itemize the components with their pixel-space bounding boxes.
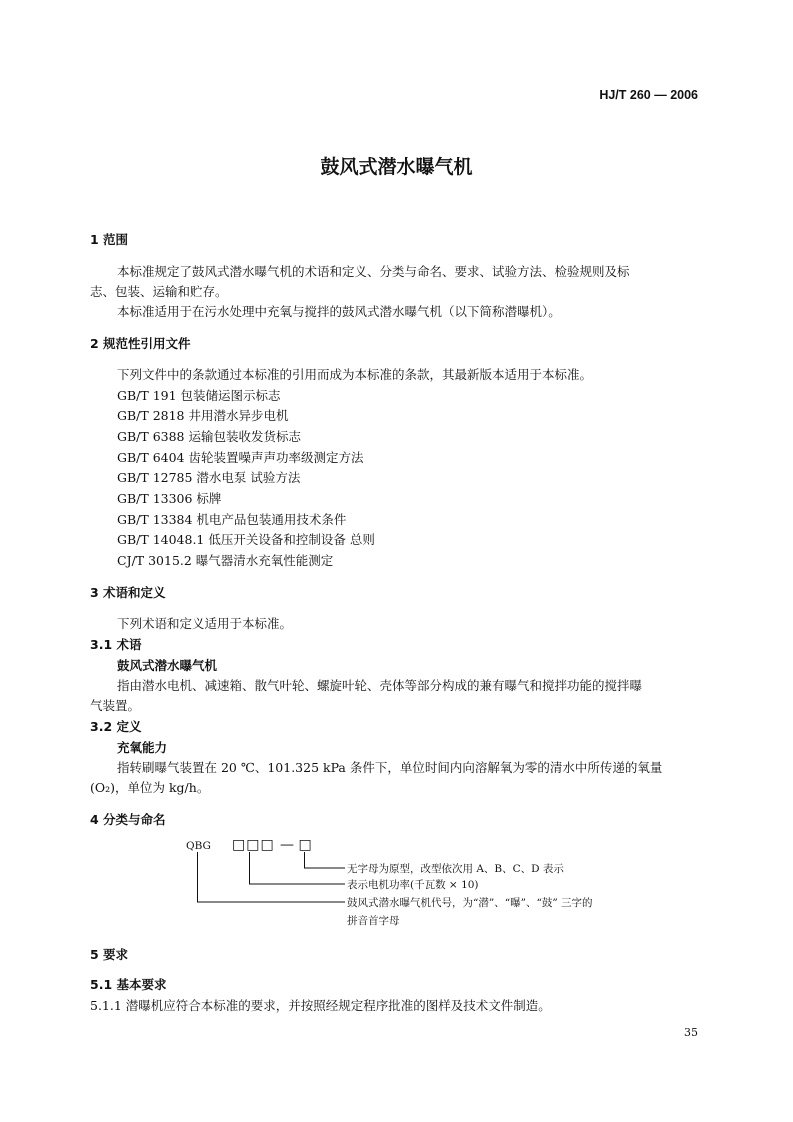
section-2-heading: 2 规范性引用文件 <box>90 336 191 351</box>
naming-label-code-line-2: 拼音首字母 <box>347 915 400 927</box>
definition-text-line-1: 指转刷曝气装置在 20 ℃、101.325 kPa 条件下，单位时间内向溶解氧为零的清水中所传递的氧量 <box>117 760 663 775</box>
reference-item: GB/T 6388 运输包装收发货标志 <box>117 429 301 444</box>
section-1-heading: 1 范围 <box>90 232 129 247</box>
term-definition-line-2: 气装置。 <box>90 698 141 713</box>
clause-5-1-1: 5.1.1 潜曝机应符合本标准的要求，并按照经规定程序批准的图样及技术文件制造。 <box>90 998 551 1013</box>
subsection-3-2-heading: 3.2 定义 <box>90 719 142 734</box>
reference-item: GB/T 2818 井用潜水异步电机 <box>117 408 289 423</box>
section-3-intro: 下列术语和定义适用于本标准。 <box>117 616 293 631</box>
section-2-intro: 下列文件中的条款通过本标准的引用而成为本标准的条款，其最新版本适用于本标准。 <box>117 367 593 382</box>
standard-number: HJ/T 260 — 2006 <box>599 88 698 102</box>
model-code-prefix: QBG <box>186 840 211 852</box>
subsection-3-1-heading: 3.1 术语 <box>90 637 142 652</box>
document-title: 鼓风式潜水曝气机 <box>320 156 473 178</box>
section-1-paragraph-2: 本标准适用于在污水处理中充氧与搅拌的鼓风式潜水曝气机（以下简称潜曝机）。 <box>117 304 561 319</box>
section-4-heading: 4 分类与命名 <box>90 812 166 827</box>
naming-label-power: 表示电机功率(千瓦数 × 10) <box>347 879 479 891</box>
term-definition-line-1: 指由潜水电机、减速箱、散气叶轮、螺旋叶轮、壳体等部分构成的兼有曝气和搅拌功能的搅拌曝 <box>117 678 643 693</box>
reference-item: GB/T 6404 齿轮装置噪声声功率级测定方法 <box>117 450 364 465</box>
reference-item: GB/T 13306 标牌 <box>117 491 222 506</box>
definition-name: 充氧能力 <box>117 740 168 755</box>
naming-label-variant: 无字母为原型，改型依次用 A、B、C、D 表示 <box>347 863 564 875</box>
page-number: 35 <box>684 1026 698 1039</box>
reference-item: GB/T 13384 机电产品包装通用技术条件 <box>117 512 347 527</box>
reference-item: GB/T 191 包装储运图示标志 <box>117 388 281 403</box>
section-1-paragraph-1-line-1: 本标准规定了鼓风式潜水曝气机的术语和定义、分类与命名、要求、试验方法、检验规则及标 <box>117 264 630 279</box>
naming-label-code-line-1: 鼓风式潜水曝气机代号，为“潜”、“曝”、“鼓” 三字的 <box>347 897 593 909</box>
section-1-paragraph-1-line-2: 志、包装、运输和贮存。 <box>90 284 228 299</box>
reference-item: GB/T 14048.1 低压开关设备和控制设备 总则 <box>117 532 375 547</box>
term-name: 鼓风式潜水曝气机 <box>117 658 218 673</box>
model-code-variant: — □ <box>280 837 312 853</box>
leader-line-variant <box>305 852 346 868</box>
reference-item: GB/T 12785 潜水电泵 试验方法 <box>117 470 301 485</box>
subsection-5-1-heading: 5.1 基本要求 <box>90 977 167 992</box>
leader-line-code <box>198 852 346 902</box>
definition-text-line-2: (O₂)，单位为 kg/h。 <box>90 780 210 795</box>
section-3-heading: 3 术语和定义 <box>90 585 166 600</box>
section-5-heading: 5 要求 <box>90 947 129 962</box>
reference-item: CJ/T 3015.2 曝气器清水充氧性能测定 <box>117 553 334 568</box>
model-code-boxes: □□□ <box>232 837 275 853</box>
